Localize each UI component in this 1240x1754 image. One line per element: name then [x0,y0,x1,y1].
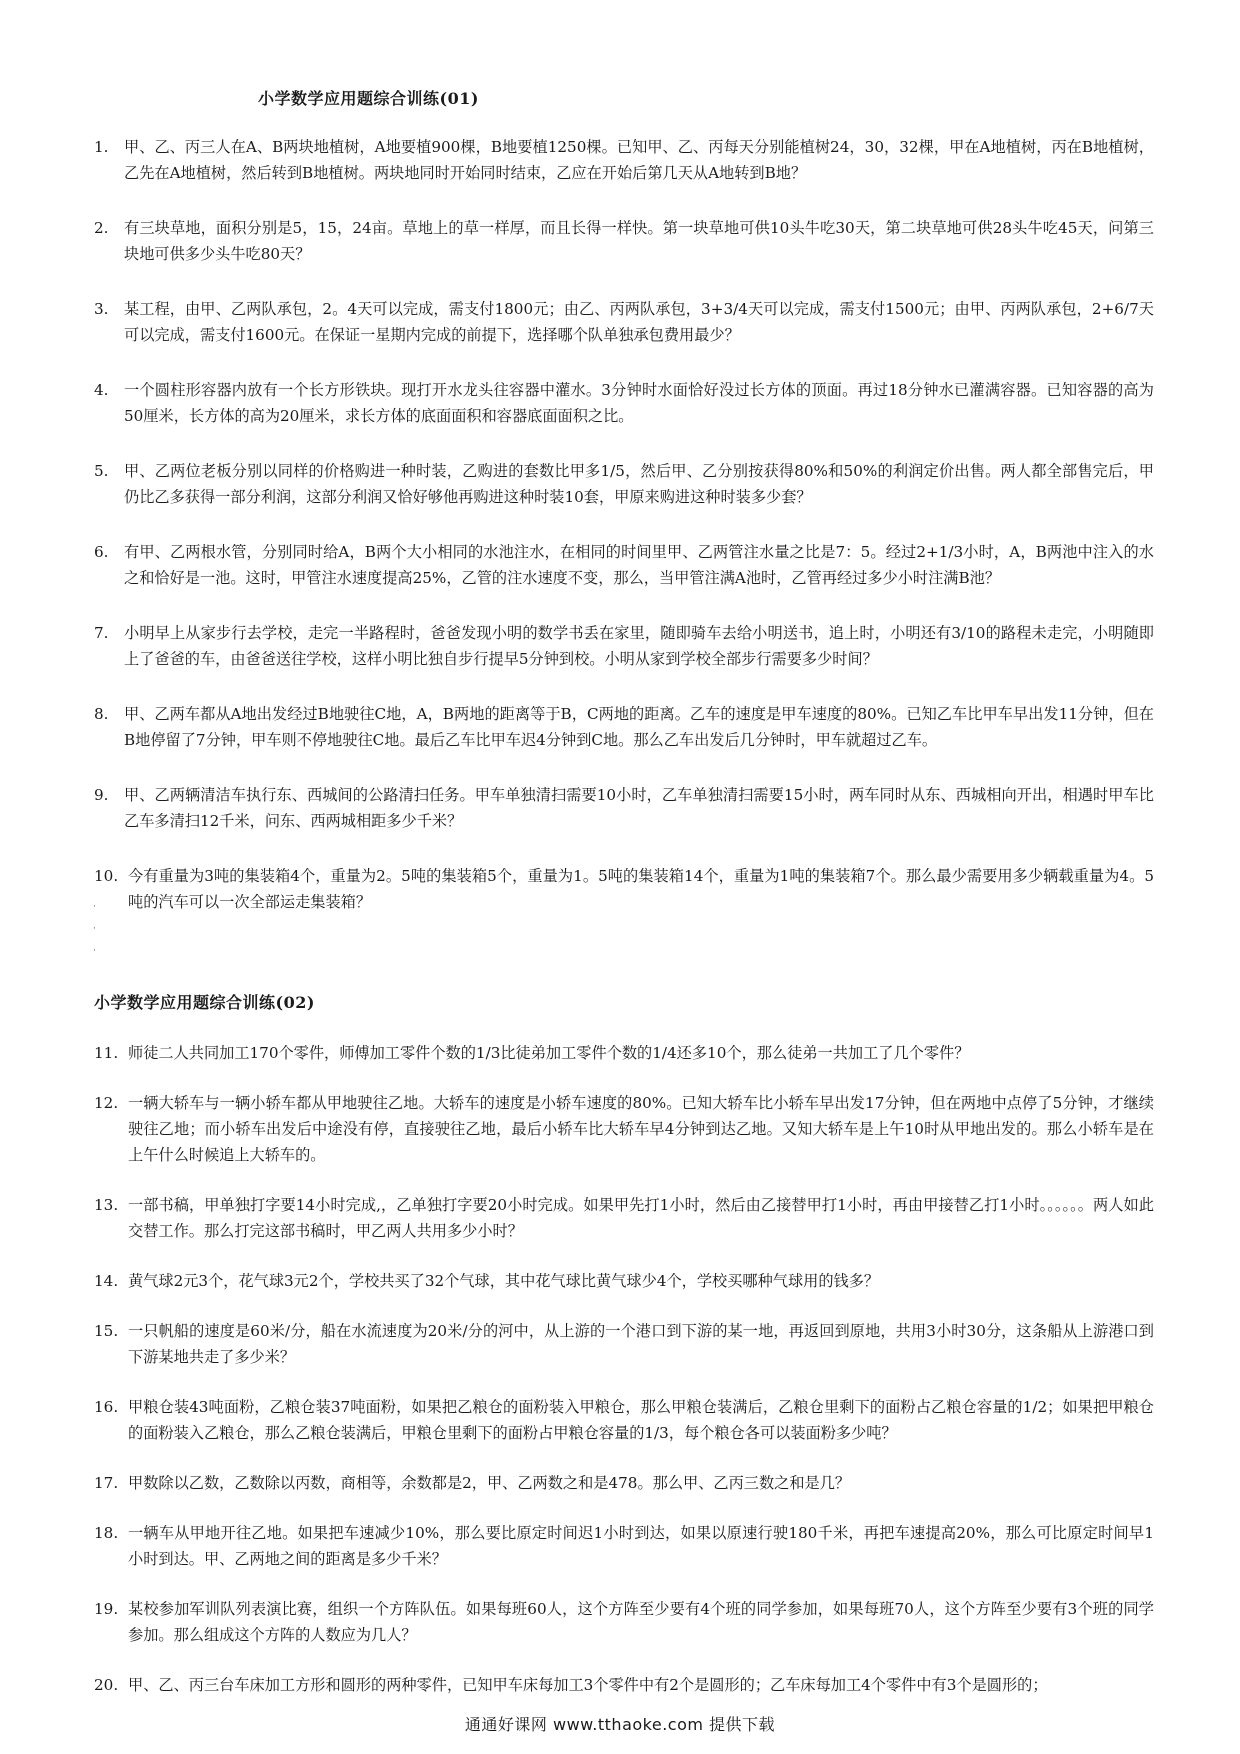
separator-dots: · · · [93,902,96,956]
question-text: 甲数除以乙数，乙数除以丙数，商相等，余数都是2，甲、乙两数之和是478。那么甲、乙丙三数之和是几？ [128,1474,851,1492]
question-item [94,1040,1154,1066]
question-item [94,215,1154,267]
question-item [94,134,1154,186]
question-item [94,782,1154,834]
section-2-title: 小学数学应用题综合训练(02) [94,993,315,1012]
question-text: 甲、乙两车都从A地出发经过B地驶往C地，A，B两地的距离等于B，C两地的距离。乙车的速度是甲车速度的80%。已知乙车比甲车早出发11分钟，但在B地停留了7分钟，甲车则不停地驶往C地。最后乙车比甲车迟4分钟到C地。那么乙车出发后几分钟时，甲车就超过乙车。 [124,705,1154,749]
question-list-1 [94,134,1154,944]
question-number: 8. [94,705,109,723]
question-number: 9. [94,786,109,804]
question-number: 20. [94,1676,119,1694]
question-number: 10. [94,867,119,885]
question-number: 11. [94,1044,119,1062]
question-item [94,458,1154,510]
question-number: 6. [94,543,109,561]
question-number: 2. [94,219,109,237]
question-text: 一只帆船的速度是60米/分，船在水流速度为20米/分的河中，从上游的一个港口到下游的某一地，再返回到原地，共用3小时30分，这条船从上游港口到下游某地共走了多少米？ [128,1322,1154,1366]
question-text: 某校参加军训队列表演比赛，组织一个方阵队伍。如果每班60人，这个方阵至少要有4个班的同学参加，如果每班70人，这个方阵至少要有3个班的同学参加。那么组成这个方阵的人数应为几人？ [128,1600,1154,1644]
question-text: 有三块草地，面积分别是5，15，24亩。草地上的草一样厚，而且长得一样快。第一块草地可供10头牛吃30天，第二块草地可供28头牛吃45天，问第三块地可供多少头牛吃80天？ [124,219,1154,263]
question-item [94,539,1154,591]
question-text: 某工程，由甲、乙两队承包，2。4天可以完成，需支付1800元；由乙、丙两队承包，3+3/4天可以完成，需支付1500元；由甲、丙两队承包，2+6/7天可以完成，需支付1600元。在保证一星期内完成的前提下，选择哪个队单独承包费用最少？ [124,300,1154,344]
question-text: 甲、乙两位老板分别以同样的价格购进一种时装，乙购进的套数比甲多1/5，然后甲、乙分别按获得80%和50%的利润定价出售。两人都全部售完后，甲仍比乙多获得一部分利润，这部分利润又恰好够他再购进这种时装10套，甲原来购进这种时装多少套？ [124,462,1154,506]
question-text: 黄气球2元3个，花气球3元2个，学校共买了32个气球，其中花气球比黄气球少4个，学校买哪种气球用的钱多？ [128,1272,880,1290]
question-number: 14. [94,1272,119,1290]
question-item [94,1318,1154,1370]
question-number: 12. [94,1094,119,1112]
question-number: 16. [94,1398,119,1416]
question-item [94,1192,1154,1244]
question-text: 今有重量为3吨的集装箱4个，重量为2。5吨的集装箱5个，重量为1。5吨的集装箱14个，重量为1吨的集装箱7个。那么最少需要用多少辆载重量为4。5吨的汽车可以一次全部运走集装箱？ [128,867,1154,911]
question-item [94,296,1154,348]
question-number: 15. [94,1322,119,1340]
question-number: 1. [94,138,109,156]
question-number: 7. [94,624,109,642]
question-text: 甲粮仓装43吨面粉，乙粮仓装37吨面粉，如果把乙粮仓的面粉装入甲粮仓，那么甲粮仓装满后，乙粮仓里剩下的面粉占乙粮仓容量的1/2；如果把甲粮仓的面粉装入乙粮仓，那么乙粮仓装满后，甲粮仓里剩下的面粉占甲粮仓容量的1/3，每个粮仓各可以装面粉多少吨？ [128,1398,1154,1442]
question-text: 小明早上从家步行去学校，走完一半路程时，爸爸发现小明的数学书丢在家里，随即骑车去给小明送书，追上时，小明还有3/10的路程未走完，小明随即上了爸爸的车，由爸爸送往学校，这样小明比独自步行提早5分钟到校。小明从家到学校全部步行需要多少时间？ [124,624,1154,668]
question-item [94,1672,1154,1698]
question-number: 13. [94,1196,119,1214]
question-item [94,377,1154,429]
question-item [94,620,1154,672]
question-number: 18. [94,1524,119,1542]
question-number: 5. [94,462,109,480]
question-text: 有甲、乙两根水管，分别同时给A，B两个大小相同的水池注水，在相同的时间里甲、乙两管注水量之比是7：5。经过2+1/3小时，A，B两池中注入的水之和恰好是一池。这时，甲管注水速度提高25%，乙管的注水速度不变，那么，当甲管注满A池时，乙管再经过多少小时注满B池？ [124,543,1154,587]
question-item [94,1520,1154,1572]
footer-text: 通通好课网 www.tthaoke.com 提供下载 [464,1715,776,1734]
question-item [94,1268,1154,1294]
question-item [94,701,1154,753]
question-text: 一辆车从甲地开往乙地。如果把车速减少10%，那么要比原定时间迟1小时到达，如果以原速行驶180千米，再把车速提高20%，那么可比原定时间早1小时到达。甲、乙两地之间的距离是多少千米？ [128,1524,1154,1568]
question-text: 一个圆柱形容器内放有一个长方形铁块。现打开水龙头往容器中灌水。3分钟时水面恰好没过长方体的顶面。再过18分钟水已灌满容器。已知容器的高为50厘米，长方体的高为20厘米，求长方体的底面面积和容器底面面积之比。 [124,381,1154,425]
question-text: 甲、乙、丙三人在A、B两块地植树，A地要植900棵，B地要植1250棵。已知甲、乙、丙每天分别能植树24，30，32棵，甲在A地植树，丙在B地植树，乙先在A地植树，然后转到B地植树。两块地同时开始同时结束，乙应在开始后第几天从A地转到B地？ [124,138,1154,182]
question-list-2 [94,1040,1154,1722]
question-item [94,863,1154,915]
question-text: 一部书稿，甲单独打字要14小时完成,，乙单独打字要20小时完成。如果甲先打1小时，然后由乙接替甲打1小时，再由甲接替乙打1小时。。。。。。两人如此交替工作。那么打完这部书稿时，甲乙两人共用多少小时？ [128,1196,1154,1240]
question-number: 4. [94,381,109,399]
question-number: 19. [94,1600,119,1618]
question-item [94,1394,1154,1446]
question-text: 一辆大轿车与一辆小轿车都从甲地驶往乙地。大轿车的速度是小轿车速度的80%。已知大轿车比小轿车早出发17分钟，但在两地中点停了5分钟，才继续驶往乙地；而小轿车出发后中途没有停，直接驶往乙地，最后小轿车比大轿车早4分钟到达乙地。又知大轿车是上午10时从甲地出发的。那么小轿车是在上午什么时候追上大轿车的。 [128,1094,1154,1164]
question-text: 甲、乙两辆清洁车执行东、西城间的公路清扫任务。甲车单独清扫需要10小时，乙车单独清扫需要15小时，两车同时从东、西城相向开出，相遇时甲车比乙车多清扫12千米，问东、西两城相距多少千米？ [124,786,1154,830]
question-item [94,1596,1154,1648]
question-item [94,1470,1154,1496]
section-1-title: 小学数学应用题综合训练(01) [258,89,479,108]
question-item [94,1090,1154,1168]
question-text: 师徒二人共同加工170个零件，师傅加工零件个数的1/3比徒弟加工零件个数的1/4还多10个，那么徒弟一共加工了几个零件？ [128,1044,970,1062]
question-number: 17. [94,1474,119,1492]
question-number: 3. [94,300,109,318]
question-text: 甲、乙、丙三台车床加工方形和圆形的两种零件，已知甲车床每加工3个零件中有2个是圆形的；乙车床每加工4个零件中有3个是圆形的； [128,1676,1048,1694]
